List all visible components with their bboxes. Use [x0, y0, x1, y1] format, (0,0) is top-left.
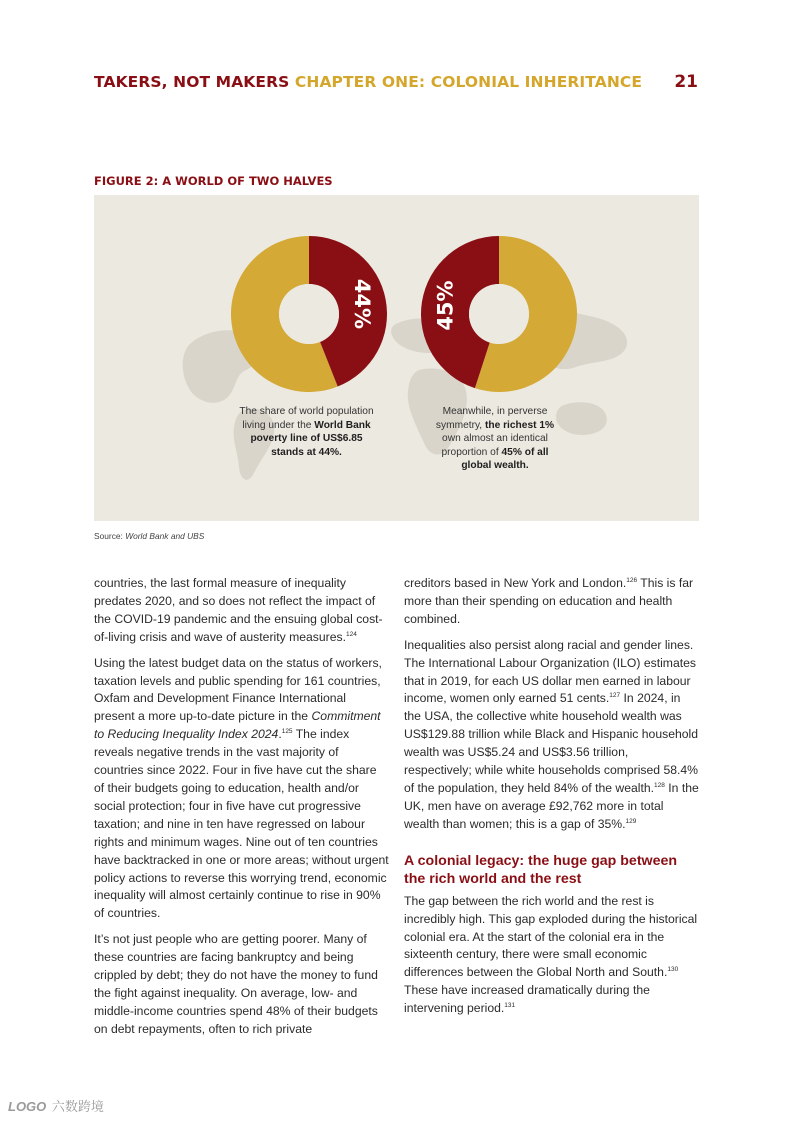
watermark-logo: LOGO — [8, 1099, 47, 1114]
source-text: World Bank and UBS — [125, 531, 205, 541]
world-map-background — [94, 195, 699, 521]
donut-hole — [469, 284, 529, 344]
donut-center-label: 44% — [350, 278, 375, 330]
footnote-ref: 126 — [626, 577, 638, 584]
chapter-title: CHAPTER ONE: COLONIAL INHERITANCE — [294, 73, 643, 91]
donut-hole — [279, 284, 339, 344]
paragraph-text: The gap between the rich world and the rest is incredibly high. This gap exploded during the historical colonial era. At the start of the colonial era in the sixteenth century, there were small economic differences between the Global North and South. — [404, 893, 698, 980]
footnote-ref: 127 — [609, 692, 621, 700]
running-title — [94, 73, 642, 91]
paragraph-text: This is far more than their spending on education and health combined. — [404, 576, 694, 626]
paragraph-text: Inequalities also persist along racial and gender lines. The International Labour Organization (ILO) estimates that in 2019, for each US dollar men earned in labour income, women only earned 51 cents. — [404, 637, 696, 706]
paragraph — [94, 931, 389, 1038]
donut-center-label: 45% — [433, 280, 458, 331]
caption-wealth-text: Meanwhile, in perverse symmetry, — [435, 406, 548, 431]
footnote-ref: 130 — [667, 966, 679, 974]
running-header — [94, 73, 698, 95]
figure-source — [94, 531, 204, 541]
paragraph-text: . — [278, 727, 282, 742]
caption-poverty — [234, 405, 379, 459]
index-title: Commitment to Reducing Inequality Index 2024 — [94, 709, 381, 742]
footnote-ref: 128 — [654, 781, 665, 789]
paragraph — [94, 655, 389, 924]
caption-wealth-bold-2: 45% of all global wealth. — [461, 446, 549, 472]
footnote-ref: 125 — [281, 728, 293, 736]
body-column-left — [94, 575, 389, 1047]
footnote-ref: 131 — [504, 1002, 516, 1010]
paragraph-text: In 2024, in the USA, the collective white household wealth was US$129.88 trillion while Black and Hispanic household wealth was US$5.24 and US$3.56 trillion, respectively; while white households comprised 58.4% of the population, they held 84% of the wealth. — [404, 691, 699, 795]
footnote-ref: 124 — [345, 630, 357, 638]
paragraph-text: creditors based in New York and London. — [404, 576, 627, 590]
source-label: Source: — [94, 531, 123, 541]
paragraph-text: These have increased dramatically during the intervening period. — [404, 983, 650, 1016]
section-subheading: A colonial legacy: the huge gap between the rich world and the rest — [404, 852, 678, 887]
paragraph-text: countries, the last formal measure of inequality predates 2020, and so does not reflect the impact of the COVID-19 pandemic and the ensuing global cost-of-living crisis and wave of austerity measures. — [94, 576, 383, 644]
caption-poverty-bold: World Bank poverty line of US$6.85 stands at 44%. — [250, 419, 371, 458]
caption-poverty-text: The share of world population living under the — [239, 406, 374, 431]
paragraph — [94, 575, 389, 647]
caption-wealth-bold: the richest 1% — [484, 419, 555, 431]
caption-wealth-text-2: own almost an identical proportion of — [441, 433, 548, 458]
report-title: TAKERS, NOT MAKERS — [94, 73, 290, 91]
paragraph — [404, 893, 699, 1018]
figure-panel — [94, 195, 699, 521]
paragraph-text: In the UK, men have on average £92,762 more in total wealth than women; this is a gap of 35%. — [404, 780, 699, 831]
donut-chart-wealth — [419, 234, 579, 394]
paragraph-text: The index reveals negative trends in the vast majority of countries since 2022. Four in five have cut the share of their budgets going to education, health and/or social protection; four in five have cut progressive taxation; and nine in ten have regressed on labour rights and minimum wages. Nine out of ten countries have backtracked in one or more areas; without urgent policy actions to reverse this worrying trend, economic inequality will almost certainly continue to rise in 90% of countries. — [94, 727, 389, 921]
donut-chart-poverty — [229, 234, 389, 394]
footnote-ref: 129 — [625, 817, 637, 825]
watermark — [8, 1096, 104, 1115]
paragraph — [404, 575, 699, 629]
page-number: 21 — [674, 72, 698, 92]
watermark-text: 六数跨境 — [51, 1099, 104, 1114]
figure-title: FIGURE 2: A WORLD OF TWO HALVES — [94, 174, 333, 188]
caption-wealth — [426, 405, 564, 473]
body-column-right — [404, 575, 699, 1026]
paragraph-text: Using the latest budget data on the status of workers, taxation levels and public spending for 161 countries, Oxfam and Development Finance International present a more up-to-date picture in the — [94, 655, 382, 724]
paragraph — [404, 637, 699, 834]
paragraph-text: It’s not just people who are getting poorer. Many of these countries are facing bankruptcy and being crippled by debt; they do not have the money to fund the fight against inequality. On average, low- and middle-income countries spend 48% of their budgets on debt repayments, often to rich private — [94, 932, 378, 1036]
